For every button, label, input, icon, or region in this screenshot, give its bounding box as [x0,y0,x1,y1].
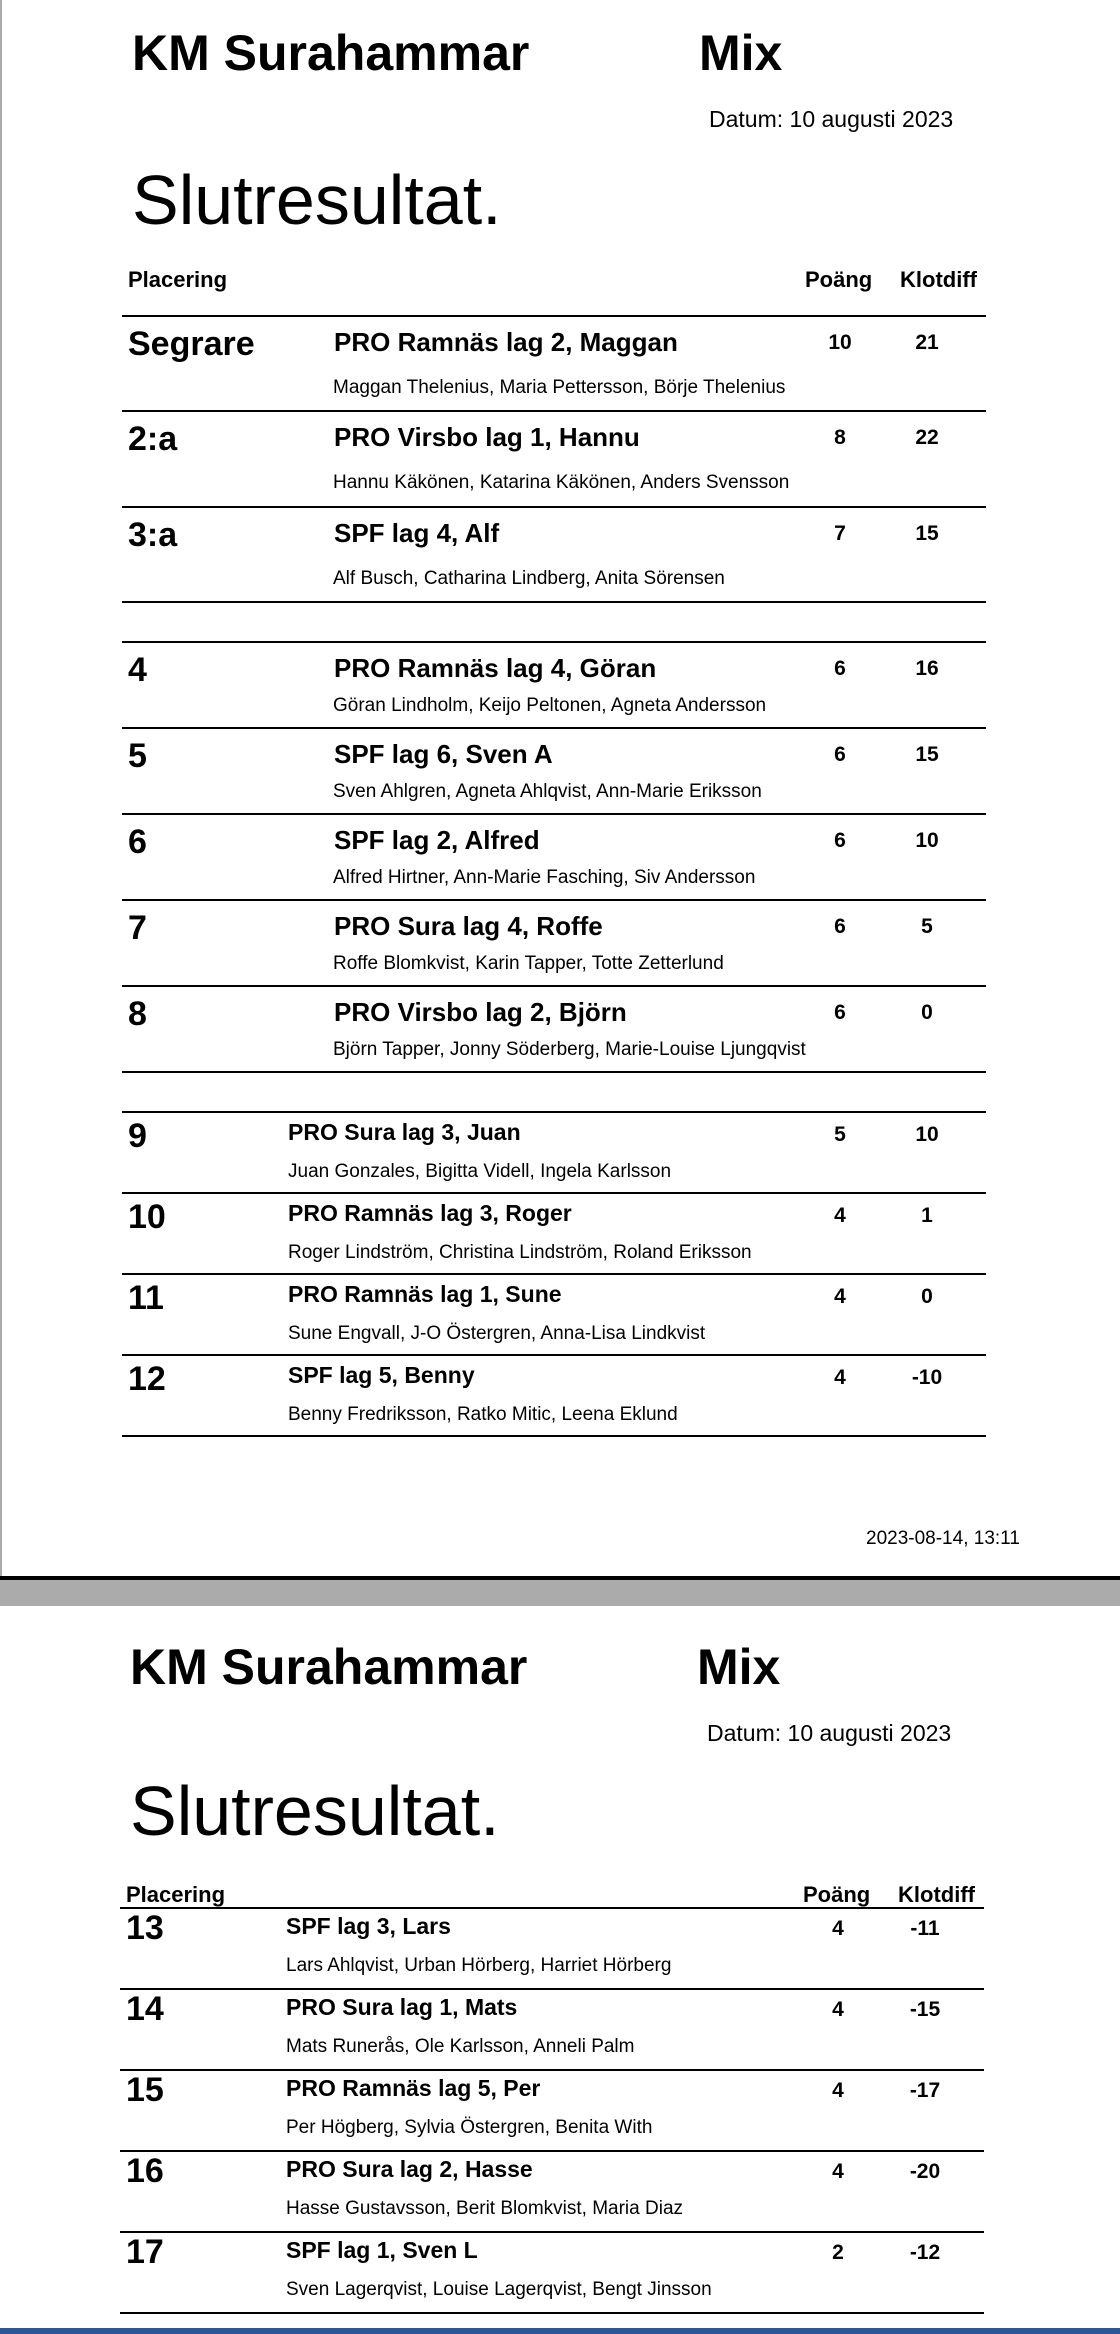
category-label: Mix [697,1639,781,1695]
result-players: Göran Lindholm, Keijo Peltonen, Agneta Andersson [333,695,767,716]
result-points: 4 [832,2160,844,2183]
result-ball-diff: 10 [915,1123,939,1146]
result-place: 8 [128,995,147,1033]
result-place: 9 [128,1117,147,1155]
result-ball-diff: -20 [909,2160,941,2183]
result-points: 7 [834,522,846,545]
result-place: 12 [128,1360,166,1398]
result-players: Per Högberg, Sylvia Östergren, Benita With [286,2117,653,2138]
result-ball-diff: -12 [909,2241,941,2264]
result-row [120,1988,984,2069]
category-label: Mix [699,25,783,81]
column-header-ball-diff: Klotdiff [900,267,977,292]
result-ball-diff: 16 [915,657,939,680]
result-row [122,1354,986,1435]
document-date: Datum: 10 augusti 2023 [707,1720,952,1746]
document-title: KM Surahammar [132,25,530,81]
result-players: Sven Lagerqvist, Louise Lagerqvist, Bengt Jinsson [286,2279,712,2300]
column-header-ball-diff: Klotdiff [898,1882,975,1907]
page-gap [0,1580,1120,1606]
result-team: PRO Virsbo lag 2, Björn [334,997,627,1027]
result-players: Alfred Hirtner, Ann-Marie Fasching, Siv Andersson [333,867,756,888]
result-points: 2 [832,2241,844,2264]
result-row [120,2150,984,2231]
result-team: SPF lag 5, Benny [288,1362,475,1388]
result-points: 10 [828,331,852,354]
result-team: PRO Ramnäs lag 5, Per [286,2075,541,2101]
result-team: PRO Sura lag 2, Hasse [286,2156,533,2182]
result-row [122,813,986,899]
result-points: 6 [834,657,846,680]
result-points: 6 [834,1001,846,1024]
result-place: 6 [128,823,147,861]
result-team: PRO Ramnäs lag 4, Göran [334,653,657,683]
result-place: 3:a [128,516,178,554]
document-date: Datum: 10 augusti 2023 [709,106,954,132]
result-team: PRO Ramnäs lag 2, Maggan [334,327,678,357]
column-header-placement: Placering [128,267,228,292]
result-team: SPF lag 4, Alf [334,518,500,548]
result-team: PRO Sura lag 3, Juan [288,1119,521,1145]
result-row [122,1192,986,1273]
result-place: Segrare [128,325,255,363]
result-team: SPF lag 3, Lars [286,1913,451,1939]
result-players: Benny Fredriksson, Ratko Mitic, Leena Eklund [288,1404,678,1425]
result-row [122,641,986,727]
divider [120,2312,984,2314]
result-team: SPF lag 6, Sven A [334,739,553,769]
result-points: 4 [832,1917,844,1940]
result-players: Juan Gonzales, Bigitta Videll, Ingela Karlsson [288,1161,672,1182]
result-points: 6 [834,915,846,938]
result-row [122,315,986,411]
column-header-points: Poäng [805,267,873,292]
result-players: Alf Busch, Catharina Lindberg, Anita Sörensen [333,568,725,589]
divider [122,1071,986,1073]
column-header-points: Poäng [803,1882,871,1907]
result-place: 10 [128,1198,166,1236]
result-row [120,2231,984,2312]
result-points: 6 [834,743,846,766]
result-players: Sven Ahlgren, Agneta Ahlqvist, Ann-Marie Eriksson [333,781,762,802]
result-ball-diff: 22 [915,426,939,449]
result-ball-diff: 0 [921,1285,933,1308]
result-place: 17 [126,2233,164,2271]
result-place: 14 [126,1990,164,2028]
result-points: 4 [834,1204,846,1227]
result-ball-diff: -10 [911,1366,943,1389]
result-row [122,1273,986,1354]
result-place: 4 [128,651,147,689]
result-ball-diff: 5 [921,915,933,938]
result-team: PRO Sura lag 4, Roffe [334,911,603,941]
result-ball-diff: 15 [915,522,939,545]
result-row [122,506,986,602]
result-team: SPF lag 2, Alfred [334,825,540,855]
result-ball-diff: 15 [915,743,939,766]
result-team: PRO Ramnäs lag 1, Sune [288,1281,562,1307]
result-team: PRO Sura lag 1, Mats [286,1994,518,2020]
result-row [122,410,986,506]
results-heading: Slutresultat. [130,1772,500,1850]
result-points: 6 [834,829,846,852]
result-points: 4 [834,1366,846,1389]
result-players: Hannu Käkönen, Katarina Käkönen, Anders Svensson [333,472,790,493]
result-ball-diff: 1 [921,1204,933,1227]
result-points: 8 [834,426,846,449]
result-ball-diff: 0 [921,1001,933,1024]
result-place: 5 [128,737,147,775]
result-points: 4 [832,2079,844,2102]
document-title: KM Surahammar [130,1639,528,1695]
result-players: Maggan Thelenius, Maria Pettersson, Börje Thelenius [333,377,786,398]
result-players: Sune Engvall, J-O Östergren, Anna-Lisa Lindkvist [288,1323,706,1344]
result-row [122,727,986,813]
result-row [122,1111,986,1192]
result-ball-diff: -15 [909,1998,941,2021]
result-place: 11 [128,1279,164,1317]
result-points: 5 [834,1123,846,1146]
result-place: 15 [126,2071,164,2109]
result-ball-diff: 10 [915,829,939,852]
results-heading: Slutresultat. [132,161,502,239]
result-players: Mats Runerås, Ole Karlsson, Anneli Palm [286,2036,635,2057]
result-players: Björn Tapper, Jonny Söderberg, Marie-Louise Ljungqvist [333,1039,806,1060]
result-points: 4 [834,1285,846,1308]
result-place: 13 [126,1909,164,1947]
print-timestamp: 2023-08-14, 13:11 [866,1528,1020,1549]
divider [122,601,986,603]
result-row [122,985,986,1071]
viewer-bottom-bar [0,2328,1120,2334]
divider [122,1435,986,1437]
result-players: Lars Ahlqvist, Urban Hörberg, Harriet Hörberg [286,1955,672,1976]
result-ball-diff: -11 [910,1917,940,1940]
result-team: PRO Virsbo lag 1, Hannu [334,422,640,452]
result-players: Roffe Blomkvist, Karin Tapper, Totte Zetterlund [333,953,724,974]
result-points: 4 [832,1998,844,2021]
results-page-2 [0,1606,1120,2334]
result-team: PRO Ramnäs lag 3, Roger [288,1200,572,1226]
result-row [120,2069,984,2150]
result-row [120,1907,984,1988]
result-players: Hasse Gustavsson, Berit Blomkvist, Maria Diaz [286,2198,684,2219]
result-place: 16 [126,2152,164,2190]
result-row [122,899,986,985]
result-ball-diff: -17 [909,2079,941,2102]
result-ball-diff: 21 [915,331,939,354]
column-header-placement: Placering [126,1882,226,1907]
result-place: 2:a [128,420,178,458]
result-place: 7 [128,909,147,947]
result-players: Roger Lindström, Christina Lindström, Roland Eriksson [288,1242,752,1263]
result-team: SPF lag 1, Sven L [286,2237,478,2263]
